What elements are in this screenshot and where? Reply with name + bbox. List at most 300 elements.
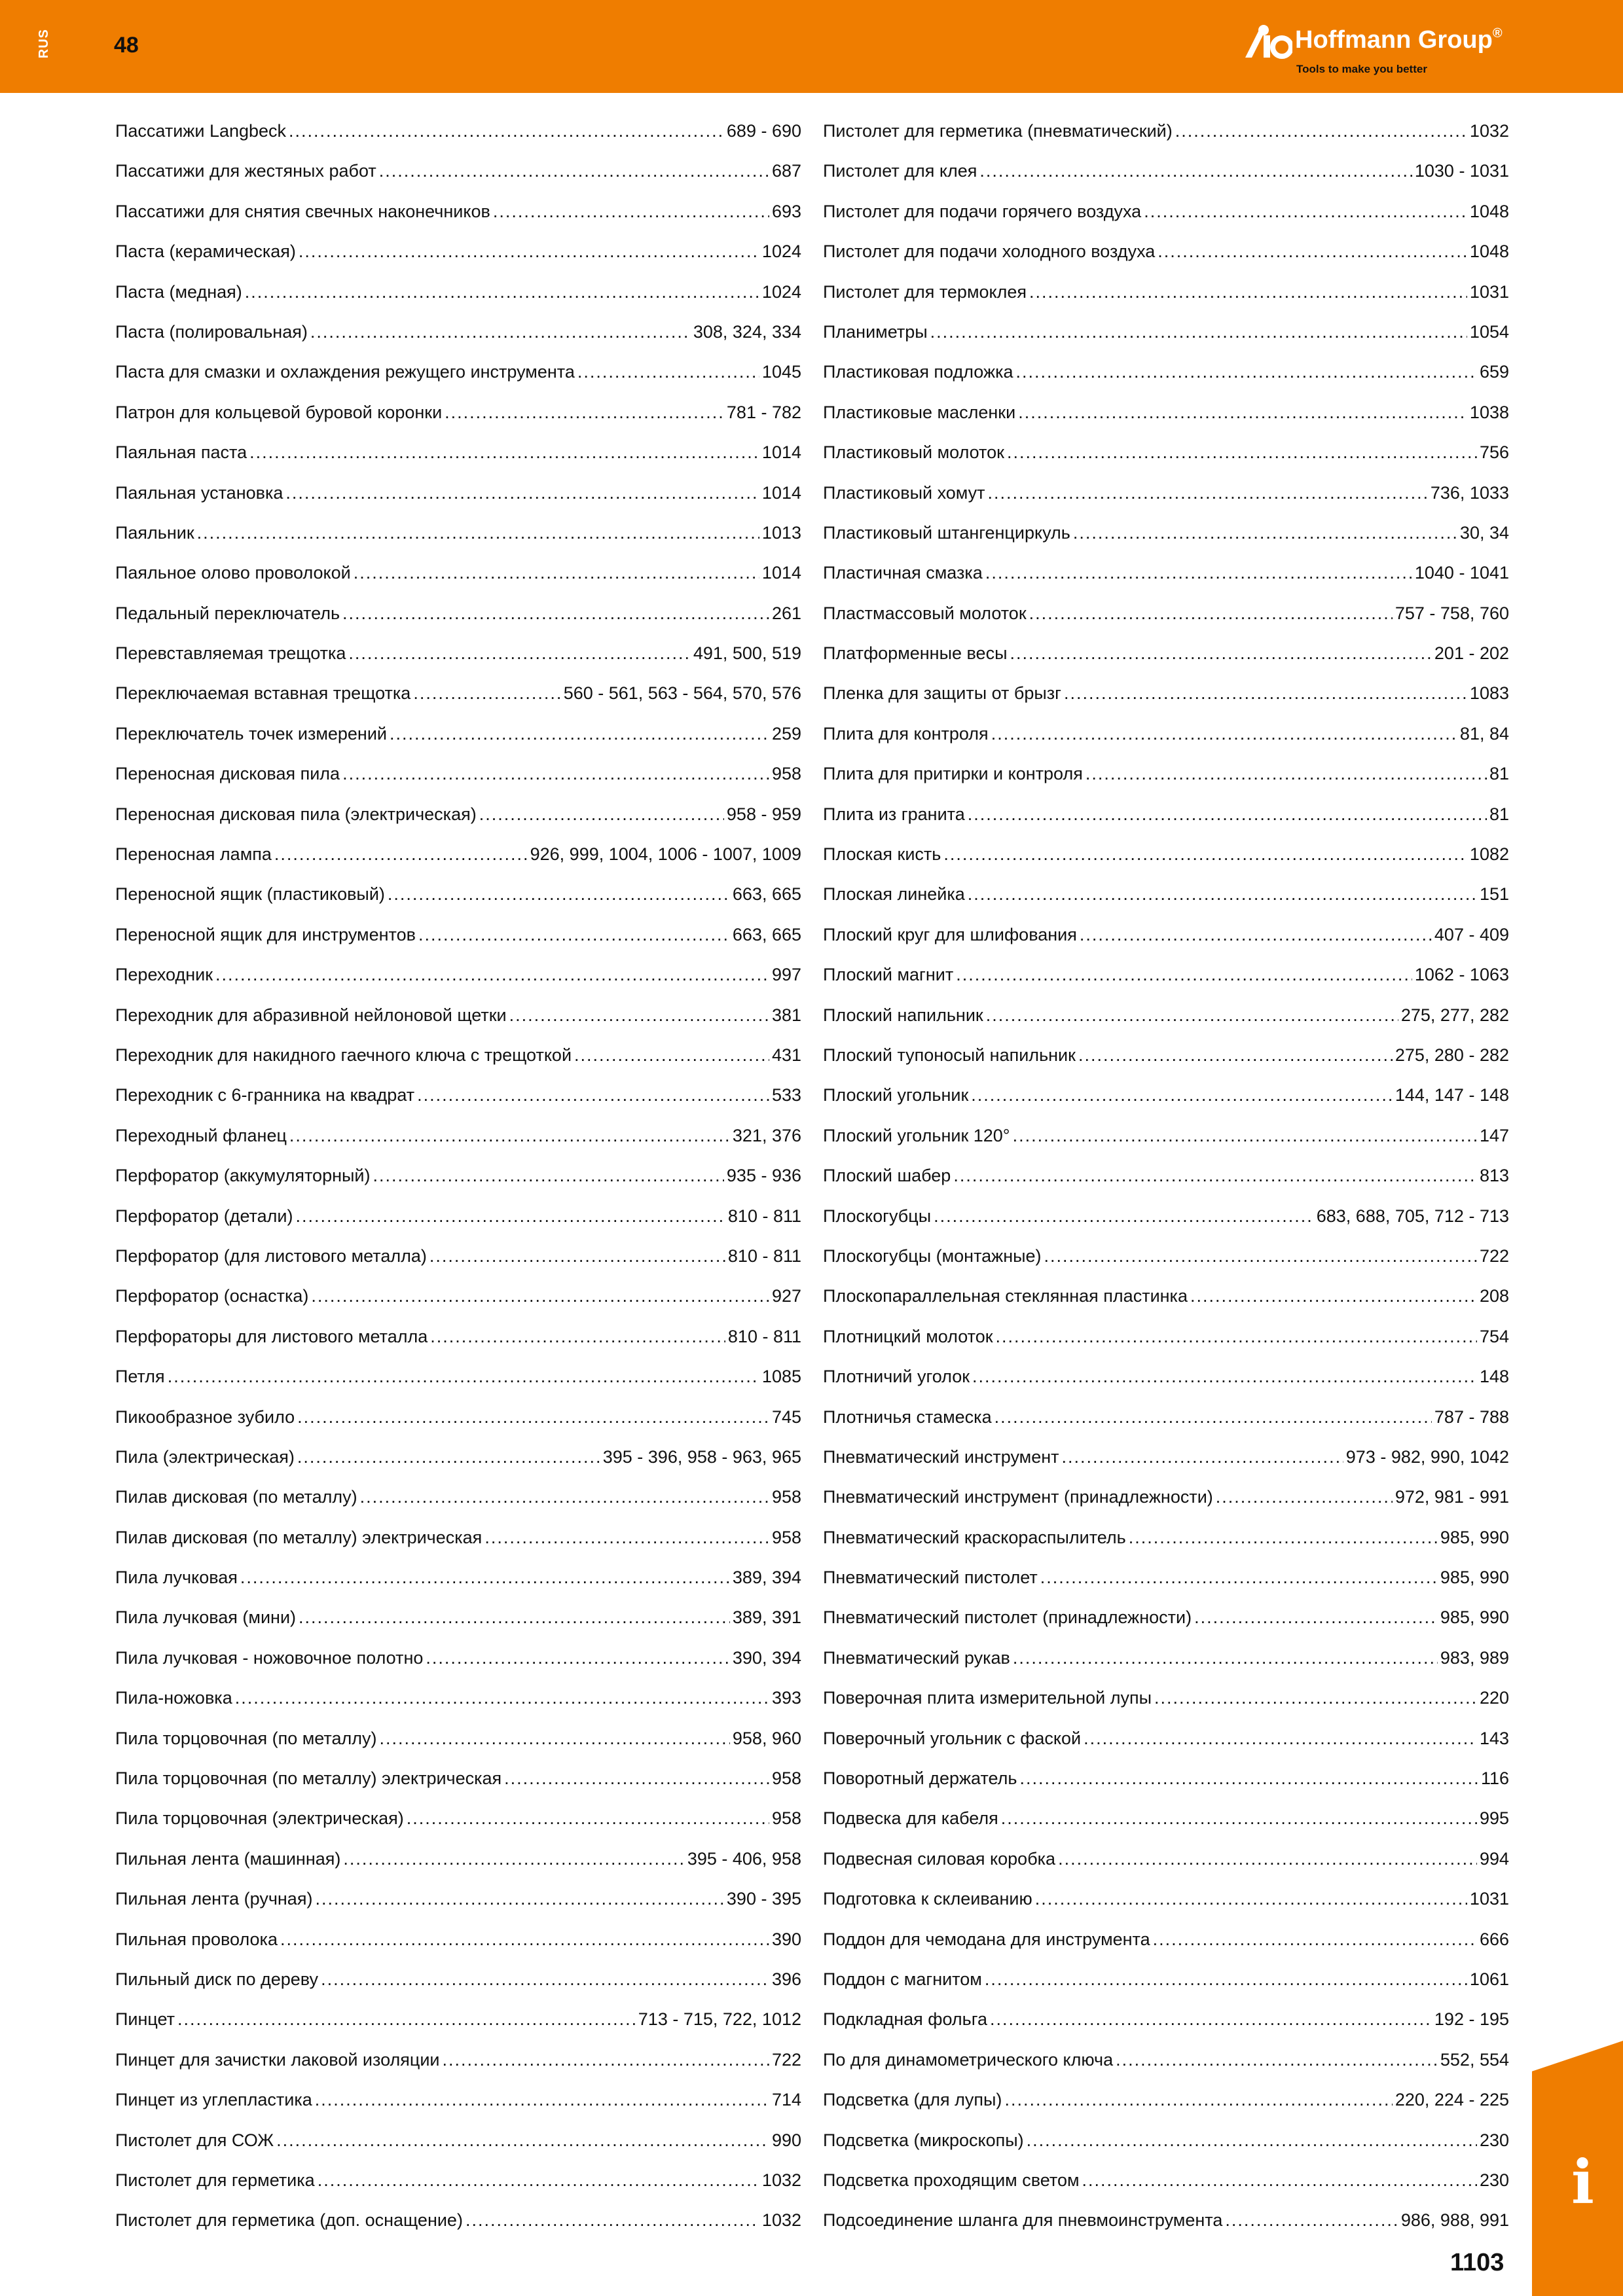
index-pages: 983, 989 (1440, 1647, 1509, 1668)
index-entry (823, 1317, 1509, 1357)
index-entry (823, 2161, 1509, 2200)
index-term: Плотничья стамеска (823, 1407, 992, 1427)
index-term: Паста (полировальная) (115, 321, 308, 342)
index-entry (823, 1839, 1509, 1879)
dot-leader (986, 996, 1398, 1035)
dot-leader (991, 714, 1457, 754)
index-entry (115, 1598, 801, 1638)
index-entry (823, 1156, 1509, 1196)
index-term: Плоский круг для шлифования (823, 924, 1077, 944)
dot-leader (1084, 1719, 1477, 1759)
index-term: Пневматический инструмент (принадлежности) (823, 1487, 1213, 1507)
dot-leader (348, 634, 690, 673)
dot-leader (177, 2000, 636, 2039)
dot-leader (1073, 513, 1457, 553)
dot-leader (1153, 1920, 1477, 1960)
dot-leader (1064, 673, 1467, 713)
index-pages: 395 - 406, 958 (687, 1848, 801, 1869)
index-entry (115, 473, 801, 513)
dot-leader (280, 1920, 769, 1960)
index-pages: 663, 665 (732, 884, 801, 905)
dot-leader (215, 955, 769, 995)
index-term: Паяльник (115, 522, 194, 543)
dot-leader (930, 312, 1467, 352)
dot-leader (443, 2040, 769, 2080)
index-pages: 958, 960 (732, 1728, 801, 1748)
index-entry (115, 1839, 801, 1879)
index-term: Пластичная смазка (823, 563, 983, 583)
dot-leader (956, 955, 1412, 995)
index-entry (823, 1759, 1509, 1799)
index-entry (823, 2000, 1509, 2039)
index-pages: 745 (771, 1407, 801, 1427)
index-pages: 986, 988, 991 (1400, 2210, 1509, 2231)
index-entry (115, 634, 801, 673)
index-term: Пила торцовочная (электрическая) (115, 1808, 404, 1829)
dot-leader (968, 874, 1477, 914)
dot-leader (413, 673, 560, 713)
index-entry (823, 1558, 1509, 1598)
index-entry (115, 1558, 801, 1598)
index-pages: 1031 (1469, 1889, 1509, 1909)
index-pages: 116 (1480, 1768, 1509, 1789)
dot-leader (1019, 1759, 1478, 1799)
dot-leader (1010, 634, 1431, 673)
index-pages: 147 (1479, 1125, 1509, 1145)
dot-leader (299, 232, 759, 272)
index-entry (823, 1357, 1509, 1397)
index-entry (115, 393, 801, 433)
index-pages: 259 (771, 723, 801, 744)
index-entry (823, 2121, 1509, 2161)
index-term: Перфоратор (оснастка) (115, 1286, 309, 1306)
index-pages: 714 (771, 2090, 801, 2110)
index-pages: 81, 84 (1459, 723, 1509, 744)
index-entry (115, 352, 801, 392)
dot-leader (994, 1397, 1432, 1437)
index-term: Пилав дисковая (по металлу) электрическая (115, 1527, 483, 1547)
dot-leader (1129, 1518, 1438, 1558)
index-pages: 787 - 788 (1434, 1407, 1509, 1427)
index-pages: 985, 990 (1440, 1527, 1509, 1547)
dot-leader (197, 513, 759, 553)
index-entry (115, 513, 801, 553)
dot-leader (979, 151, 1412, 191)
index-entry (823, 1960, 1509, 2000)
index-entry (823, 1598, 1509, 1638)
index-pages: 407 - 409 (1434, 924, 1509, 944)
index-pages: 935 - 936 (726, 1166, 801, 1186)
dot-leader (360, 1477, 769, 1517)
index-pages: 693 (771, 201, 801, 221)
dot-leader (388, 874, 730, 914)
index-entry (115, 594, 801, 634)
index-entry (115, 915, 801, 955)
index-term: Переносная дисковая пила (115, 764, 340, 784)
index-entry (823, 553, 1509, 593)
index-entry (823, 915, 1509, 955)
dot-leader (289, 1116, 730, 1156)
dot-leader (971, 1075, 1393, 1115)
dot-leader (1029, 272, 1467, 312)
index-term: Пила лучковая (115, 1568, 238, 1588)
section-page-number: 48 (114, 33, 139, 58)
index-pages: 995 (1479, 1808, 1509, 1829)
index-pages: 958 - 959 (726, 804, 801, 824)
index-term: Переходник для накидного гаечного ключа с трещоткой (115, 1045, 572, 1065)
index-term: Паста (керамическая) (115, 242, 296, 262)
index-term: Переносной ящик (пластиковый) (115, 884, 385, 905)
index-term: Поддон для чемодана для инструмента (823, 1929, 1150, 1949)
index-term: Плоскогубцы (монтажные) (823, 1246, 1042, 1266)
index-pages: 958 (771, 764, 801, 784)
index-term: Пластиковый молоток (823, 442, 1004, 463)
index-entry (823, 151, 1509, 191)
index-entry (823, 2200, 1509, 2240)
index-entry (823, 2080, 1509, 2120)
index-entry (823, 1638, 1509, 1678)
dot-leader (390, 714, 769, 754)
index-term: Подсветка проходящим светом (823, 2170, 1080, 2190)
index-term: Паяльная установка (115, 482, 283, 503)
dot-leader (380, 1719, 730, 1759)
logo-wordmark: Hoffmann Group® (1295, 26, 1503, 54)
dot-leader (953, 1156, 1477, 1196)
index-term: Подкладная фольга (823, 2009, 988, 2030)
index-entry (115, 1920, 801, 1960)
dot-leader (985, 553, 1412, 593)
index-pages: 143 (1479, 1728, 1509, 1748)
dot-leader (1116, 2040, 1438, 2080)
index-pages: 757 - 758, 760 (1395, 603, 1509, 623)
index-entry (823, 433, 1509, 473)
index-term: Пневматический инструмент (823, 1446, 1059, 1467)
index-pages: 813 (1479, 1166, 1509, 1186)
dot-leader (1029, 594, 1393, 634)
index-pages: 1024 (761, 281, 801, 302)
index-entry (115, 272, 801, 312)
dot-leader (1080, 915, 1432, 955)
dot-leader (934, 1196, 1314, 1236)
dot-leader (988, 473, 1428, 513)
index-term: Перфоратор (для листового металла) (115, 1246, 427, 1266)
index-entry (823, 1879, 1509, 1919)
index-term: Пильная лента (ручная) (115, 1889, 313, 1909)
index-entry (823, 1075, 1509, 1115)
index-entry (823, 1437, 1509, 1477)
index-entry (823, 1196, 1509, 1236)
header-bar (0, 0, 1623, 93)
index-entry (823, 754, 1509, 794)
index-pages: 997 (771, 965, 801, 985)
index-term: Плоскопараллельная стеклянная пластинка (823, 1286, 1188, 1306)
dot-leader (996, 1317, 1477, 1357)
index-pages: 1031 (1469, 281, 1509, 302)
index-term: Переключатель точек измерений (115, 723, 388, 744)
index-entry (823, 2040, 1509, 2080)
dot-leader (417, 1075, 769, 1115)
index-entry (823, 594, 1509, 634)
dot-leader (295, 1196, 725, 1236)
index-term: Переходник (115, 965, 213, 985)
index-term: Пневматический пистолет (принадлежности) (823, 1607, 1192, 1628)
index-pages: 958 (771, 1768, 801, 1789)
info-icon: i (1571, 2147, 1594, 2217)
dot-leader (1035, 1879, 1467, 1919)
index-pages: 1061 (1469, 1969, 1509, 1989)
index-entry (823, 312, 1509, 352)
index-entry (823, 1477, 1509, 1517)
index-term: Плоский тупоносый напильник (823, 1045, 1076, 1065)
index-entry (115, 996, 801, 1035)
index-entry (115, 1317, 801, 1357)
index-entry (823, 1397, 1509, 1437)
index-term: Поддон с магнитом (823, 1969, 982, 1989)
index-pages: 393 (771, 1688, 801, 1708)
index-pages: 973 - 982, 990, 1042 (1345, 1446, 1509, 1467)
index-term: Пила торцовочная (по металлу) электрическая (115, 1768, 502, 1789)
index-entry (823, 955, 1509, 995)
index-pages: 687 (771, 161, 801, 181)
index-term: Планиметры (823, 321, 928, 342)
index-pages: 81 (1489, 764, 1509, 784)
dot-leader (343, 1839, 684, 1879)
index-pages: 151 (1479, 884, 1509, 905)
dot-leader (430, 1317, 725, 1357)
index-pages: 560 - 561, 563 - 564, 570, 576 (563, 683, 801, 704)
index-term: Плита для притирки и контроля (823, 764, 1083, 784)
index-term: Плоский магнит (823, 965, 954, 985)
index-pages: 1014 (761, 442, 801, 463)
index-entry (115, 1397, 801, 1437)
index-pages: 144, 147 - 148 (1395, 1085, 1509, 1105)
index-pages: 810 - 811 (727, 1246, 801, 1266)
index-pages: 994 (1479, 1848, 1509, 1869)
dot-leader (315, 2080, 769, 2120)
index-entry (115, 2121, 801, 2161)
index-term: Патрон для кольцевой буровой коронки (115, 402, 443, 422)
index-term: Платформенные весы (823, 643, 1008, 664)
index-pages: 230 (1479, 2130, 1509, 2150)
index-entry (115, 1276, 801, 1316)
index-pages: 390, 394 (732, 1647, 801, 1668)
hoffmann-logo-icon (1244, 24, 1292, 60)
index-entry (115, 433, 801, 473)
index-entry (115, 232, 801, 272)
index-pages: 722 (771, 2049, 801, 2070)
index-term: Плита из гранита (823, 804, 965, 824)
index-entry (115, 192, 801, 232)
dot-leader (1085, 754, 1487, 794)
index-entry (823, 1035, 1509, 1075)
index-term: Перфоратор (детали) (115, 1206, 293, 1226)
dot-leader (972, 1357, 1477, 1397)
index-entry (823, 513, 1509, 553)
index-pages: 754 (1479, 1326, 1509, 1346)
index-term: Переносная дисковая пила (электрическая) (115, 804, 477, 824)
index-term: Пневматический рукав (823, 1647, 1010, 1668)
index-pages: 1030 - 1031 (1414, 161, 1509, 181)
dot-leader (1001, 1799, 1477, 1839)
index-term: Плоский напильник (823, 1005, 983, 1025)
index-term: Пила-ножовка (115, 1688, 232, 1708)
index-pages: 390 (771, 1929, 801, 1949)
index-entry (115, 1236, 801, 1276)
index-term: Пистолет для клея (823, 161, 977, 181)
index-pages: 390 - 395 (726, 1889, 801, 1909)
index-term: Пластиковый штангенциркуль (823, 522, 1070, 543)
index-term: Перфораторы для листового металла (115, 1326, 428, 1346)
index-entry (823, 272, 1509, 312)
index-pages: 985, 990 (1440, 1607, 1509, 1628)
index-pages: 1054 (1469, 321, 1509, 342)
index-pages: 395 - 396, 958 - 963, 965 (602, 1446, 801, 1467)
index-term: Пластмассовый молоток (823, 603, 1027, 623)
index-entry (823, 634, 1509, 673)
index-entry (115, 1196, 801, 1236)
index-entry (823, 996, 1509, 1035)
index-entry (115, 1879, 801, 1919)
index-pages: 201 - 202 (1434, 643, 1509, 664)
index-term: Подвеска для кабеля (823, 1808, 998, 1829)
index-term: Переключаемая вставная трещотка (115, 683, 411, 704)
dot-leader (504, 1759, 769, 1799)
index-entry (823, 834, 1509, 874)
index-term: Пистолет для герметика (доп. оснащение) (115, 2210, 463, 2231)
index-entry (823, 393, 1509, 433)
index-term: Плотницкий молоток (823, 1326, 993, 1346)
index-pages: 985, 990 (1440, 1568, 1509, 1588)
index-term: Пассатижи для снятия свечных наконечников (115, 201, 490, 221)
index-pages: 208 (1479, 1286, 1509, 1306)
dot-leader (1007, 433, 1477, 473)
dot-leader (315, 1879, 723, 1919)
index-term: Пинцет (115, 2009, 175, 2030)
dot-leader (168, 1357, 759, 1397)
index-pages: 1048 (1469, 201, 1509, 221)
index-entry (115, 151, 801, 191)
index-pages: 666 (1479, 1929, 1509, 1949)
index-pages: 1082 (1469, 844, 1509, 865)
index-pages: 990 (771, 2130, 801, 2150)
dot-leader (1016, 352, 1477, 392)
index-term: Подсоединение шланга для пневмоинструмента (823, 2210, 1223, 2231)
index-pages: 230 (1479, 2170, 1509, 2190)
dot-leader (379, 151, 769, 191)
dot-leader (274, 834, 528, 874)
logo-tagline: Tools to make you better (1296, 63, 1427, 75)
index-term: Подвесная силовая коробка (823, 1848, 1056, 1869)
index-pages: 1062 - 1063 (1414, 965, 1509, 985)
dot-leader (509, 996, 769, 1035)
index-entry (823, 795, 1509, 834)
index-term: Плоская кисть (823, 844, 941, 865)
dot-leader (1144, 192, 1467, 232)
index-term: Переносной ящик для инструментов (115, 924, 416, 944)
index-pages: 683, 688, 705, 712 - 713 (1316, 1206, 1509, 1226)
dot-leader (445, 393, 724, 433)
dot-leader (235, 1678, 769, 1718)
index-pages: 1032 (1469, 121, 1509, 141)
index-pages: 958 (771, 1808, 801, 1829)
index-pages: 958 (771, 1527, 801, 1547)
index-pages: 1083 (1469, 683, 1509, 704)
index-term: Пила (электрическая) (115, 1446, 295, 1467)
index-term: По для динамометрического ключа (823, 2049, 1114, 2070)
index-term: Пластиковая подложка (823, 362, 1013, 382)
index-term: Пинцет для зачистки лаковой изоляции (115, 2049, 440, 2070)
dot-leader (342, 594, 769, 634)
index-term: Пленка для защиты от брызг (823, 683, 1062, 704)
index-term: Пикообразное зубило (115, 1407, 295, 1427)
index-pages: 713 - 715, 722, 1012 (638, 2009, 801, 2030)
index-entry (115, 1437, 801, 1477)
index-pages: 927 (771, 1286, 801, 1306)
dot-leader (574, 1035, 769, 1075)
index-pages: 192 - 195 (1434, 2009, 1509, 2030)
index-pages: 220, 224 - 225 (1395, 2090, 1509, 2110)
index-entry (115, 1116, 801, 1156)
index-term: Пистолет для термоклея (823, 281, 1027, 302)
dot-leader (479, 795, 724, 834)
dot-leader (1078, 1035, 1393, 1075)
index-term: Пильный диск по дереву (115, 1969, 319, 1989)
index-entry (115, 1678, 801, 1718)
dot-leader (484, 1518, 769, 1558)
dot-leader (1004, 2080, 1392, 2120)
index-pages: 533 (771, 1085, 801, 1105)
index-entry (115, 1477, 801, 1517)
index-entry (115, 874, 801, 914)
dot-leader (276, 2121, 769, 2161)
index-pages: 389, 391 (732, 1607, 801, 1628)
dot-leader (1040, 1558, 1438, 1598)
index-entry (115, 714, 801, 754)
dot-leader (1013, 1638, 1438, 1678)
index-term: Плоский угольник 120° (823, 1125, 1010, 1145)
index-entry (115, 2080, 801, 2120)
index-entry (115, 1638, 801, 1678)
index-term: Пистолет для герметика (пневматический) (823, 121, 1173, 141)
dot-leader (943, 834, 1467, 874)
index-pages: 972, 981 - 991 (1395, 1487, 1509, 1507)
index-pages: 1013 (761, 522, 801, 543)
index-term: Пластиковые масленки (823, 402, 1016, 422)
dot-leader (1044, 1236, 1477, 1276)
index-term: Педальный переключатель (115, 603, 340, 623)
index-entry (823, 1236, 1509, 1276)
index-term: Перфоратор (аккумуляторный) (115, 1166, 371, 1186)
dot-leader (297, 1437, 600, 1477)
index-entry (115, 2161, 801, 2200)
index-entry (115, 795, 801, 834)
index-entry (115, 1799, 801, 1839)
index-entry (115, 1759, 801, 1799)
index-term: Петля (115, 1367, 165, 1387)
index-pages: 1085 (761, 1367, 801, 1387)
index-term: Плоский угольник (823, 1085, 969, 1105)
index-entry (823, 1276, 1509, 1316)
index-pages: 781 - 782 (726, 402, 801, 422)
index-entry (115, 1035, 801, 1075)
index-entry (823, 673, 1509, 713)
dot-leader (240, 1558, 730, 1598)
index-pages: 1014 (761, 482, 801, 503)
index-pages: 659 (1479, 362, 1509, 382)
index-pages: 491, 500, 519 (693, 643, 801, 664)
index-pages: 396 (771, 1969, 801, 1989)
index-entry (115, 1719, 801, 1759)
